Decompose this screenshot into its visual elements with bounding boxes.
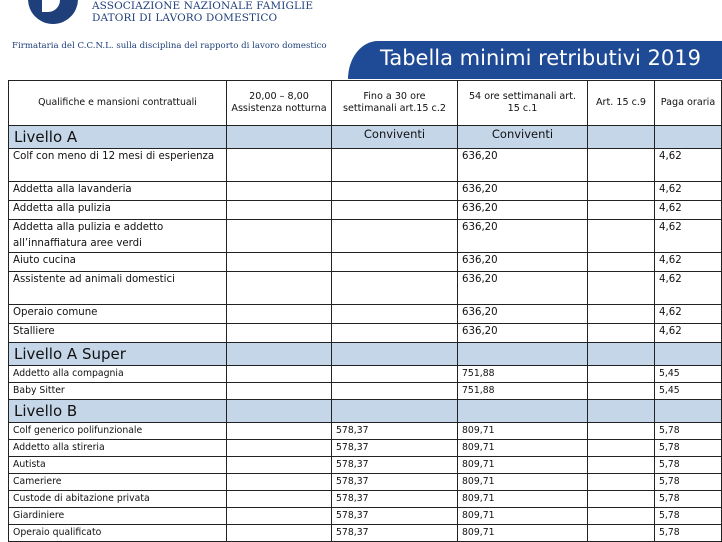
- cell-art15-c9: [588, 508, 655, 525]
- cell-30-ore: [332, 253, 458, 272]
- level-subheader-cell: [332, 400, 458, 423]
- cell-30-ore: 578,37: [332, 508, 458, 525]
- association-logo-icon: [28, 0, 78, 24]
- cell-30-ore: 578,37: [332, 474, 458, 491]
- cell-30-ore: [332, 305, 458, 324]
- cell-paga-oraria: 5,45: [655, 383, 722, 400]
- table-row: [9, 220, 722, 253]
- level-subheader-cell: [458, 400, 588, 423]
- cell-30-ore: [332, 324, 458, 343]
- cell-paga-oraria: 5,78: [655, 474, 722, 491]
- col-header-54-ore: 54 ore settimanali art. 15 c.1: [458, 81, 588, 126]
- cell-mansione: Addetto alla compagnia: [9, 366, 227, 383]
- level-row: [9, 343, 722, 366]
- cell-mansione: Addetto alla stireria: [9, 440, 227, 457]
- cell-54-ore: 636,20: [458, 149, 588, 182]
- cell-30-ore: [332, 201, 458, 220]
- page-title: Tabella minimi retributivi 2019: [380, 46, 701, 70]
- cell-mansione: Colf con meno di 12 mesi di esperienza: [9, 149, 227, 182]
- cell-54-ore: 809,71: [458, 508, 588, 525]
- cell-notturna: [227, 272, 332, 305]
- cell-notturna: [227, 508, 332, 525]
- table-row: [9, 440, 722, 457]
- level-subheader-cell: [227, 400, 332, 423]
- cell-notturna: [227, 220, 332, 253]
- level-subheader-cell: Conviventi: [332, 126, 458, 149]
- cell-paga-oraria: 5,78: [655, 440, 722, 457]
- cell-30-ore: [332, 220, 458, 253]
- cell-paga-oraria: 4,62: [655, 220, 722, 253]
- cell-paga-oraria: 4,62: [655, 201, 722, 220]
- cell-mansione: Assistente ad animali domestici: [9, 272, 227, 305]
- level-subheader-cell: [588, 400, 655, 423]
- cell-54-ore: 636,20: [458, 324, 588, 343]
- cell-54-ore: 636,20: [458, 253, 588, 272]
- level-subheader-cell: [655, 126, 722, 149]
- level-subheader-cell: [655, 400, 722, 423]
- table-row: [9, 508, 722, 525]
- table-row: [9, 491, 722, 508]
- cell-paga-oraria: 5,78: [655, 491, 722, 508]
- cell-54-ore: 636,20: [458, 201, 588, 220]
- cell-paga-oraria: 4,62: [655, 182, 722, 201]
- cell-30-ore: [332, 182, 458, 201]
- cell-mansione: Autista: [9, 457, 227, 474]
- title-banner: [348, 41, 722, 79]
- table-row: [9, 474, 722, 491]
- cell-art15-c9: [588, 474, 655, 491]
- col-header-qualifiche: Qualifiche e mansioni contrattuali: [9, 81, 227, 126]
- cell-54-ore: 636,20: [458, 305, 588, 324]
- cell-mansione: Custode di abitazione privata: [9, 491, 227, 508]
- table-row: [9, 525, 722, 542]
- cell-30-ore: 578,37: [332, 423, 458, 440]
- level-title: Livello B: [9, 400, 227, 423]
- cell-notturna: [227, 525, 332, 542]
- org-name-line-2: DATORI DI LAVORO DOMESTICO: [92, 12, 278, 24]
- cell-mansione: Operaio qualificato: [9, 525, 227, 542]
- cell-54-ore: 636,20: [458, 220, 588, 253]
- cell-art15-c9: [588, 149, 655, 182]
- cell-art15-c9: [588, 253, 655, 272]
- cell-mansione: Baby Sitter: [9, 383, 227, 400]
- cell-art15-c9: [588, 272, 655, 305]
- cell-paga-oraria: 5,78: [655, 457, 722, 474]
- cell-paga-oraria: 5,78: [655, 423, 722, 440]
- col-header-notturna: 20,00 – 8,00 Assistenza notturna: [227, 81, 332, 126]
- cell-30-ore: [332, 366, 458, 383]
- table-row: [9, 305, 722, 324]
- cell-30-ore: [332, 383, 458, 400]
- cell-art15-c9: [588, 324, 655, 343]
- cell-notturna: [227, 149, 332, 182]
- cell-54-ore: 809,71: [458, 474, 588, 491]
- level-subheader-cell: [588, 343, 655, 366]
- level-title: Livello A Super: [9, 343, 227, 366]
- level-subheader-cell: Conviventi: [458, 126, 588, 149]
- table-row: [9, 149, 722, 182]
- cell-notturna: [227, 474, 332, 491]
- cell-54-ore: 636,20: [458, 272, 588, 305]
- table-header-row: [9, 81, 722, 126]
- cell-paga-oraria: 5,78: [655, 525, 722, 542]
- cell-notturna: [227, 201, 332, 220]
- cell-54-ore: 751,88: [458, 383, 588, 400]
- level-title: Livello A: [9, 126, 227, 149]
- cell-art15-c9: [588, 423, 655, 440]
- level-subheader-cell: [588, 126, 655, 149]
- cell-art15-c9: [588, 457, 655, 474]
- cell-art15-c9: [588, 201, 655, 220]
- cell-paga-oraria: 5,45: [655, 366, 722, 383]
- cell-30-ore: 578,37: [332, 457, 458, 474]
- table-row: [9, 253, 722, 272]
- cell-paga-oraria: 4,62: [655, 305, 722, 324]
- cell-30-ore: [332, 272, 458, 305]
- cell-54-ore: 809,71: [458, 491, 588, 508]
- cell-54-ore: 809,71: [458, 525, 588, 542]
- cell-notturna: [227, 383, 332, 400]
- table-row: [9, 201, 722, 220]
- level-subheader-cell: [458, 343, 588, 366]
- level-subheader-cell: [332, 343, 458, 366]
- level-subheader-cell: [655, 343, 722, 366]
- table-row: [9, 182, 722, 201]
- cell-mansione: Operaio comune: [9, 305, 227, 324]
- cell-paga-oraria: 4,62: [655, 149, 722, 182]
- cell-mansione: Addetta alla pulizia e addetto all’innaffiatura aree verdi: [9, 220, 227, 253]
- col-header-paga-oraria: Paga oraria: [655, 81, 722, 126]
- cell-mansione: Cameriere: [9, 474, 227, 491]
- cell-notturna: [227, 440, 332, 457]
- cell-54-ore: 809,71: [458, 423, 588, 440]
- cell-notturna: [227, 253, 332, 272]
- cell-30-ore: [332, 149, 458, 182]
- cell-54-ore: 809,71: [458, 457, 588, 474]
- cell-notturna: [227, 366, 332, 383]
- cell-mansione: Addetta alla pulizia: [9, 201, 227, 220]
- cell-notturna: [227, 305, 332, 324]
- cell-paga-oraria: 4,62: [655, 272, 722, 305]
- cell-mansione: Addetta alla lavanderia: [9, 182, 227, 201]
- cell-notturna: [227, 457, 332, 474]
- cell-notturna: [227, 182, 332, 201]
- level-row: [9, 400, 722, 423]
- level-row: [9, 126, 722, 149]
- cell-paga-oraria: 4,62: [655, 324, 722, 343]
- cell-art15-c9: [588, 440, 655, 457]
- cell-mansione: Aiuto cucina: [9, 253, 227, 272]
- col-header-30-ore: Fino a 30 ore settimanali art.15 c.2: [332, 81, 458, 126]
- wage-table: [8, 80, 722, 542]
- table-row: [9, 423, 722, 440]
- cell-54-ore: 809,71: [458, 440, 588, 457]
- cell-art15-c9: [588, 383, 655, 400]
- table-row: [9, 366, 722, 383]
- cell-mansione: Stalliere: [9, 324, 227, 343]
- cell-30-ore: 578,37: [332, 491, 458, 508]
- organization-name: [92, 0, 313, 24]
- cell-art15-c9: [588, 491, 655, 508]
- table-row: [9, 457, 722, 474]
- cell-art15-c9: [588, 182, 655, 201]
- org-name-line-1: ASSOCIAZIONE NAZIONALE FAMIGLIE: [92, 0, 314, 12]
- signatory-subtitle: Firmataria del C.C.N.L. sulla disciplina del rapporto di lavoro domestico: [12, 41, 327, 51]
- cell-art15-c9: [588, 305, 655, 324]
- table-row: [9, 383, 722, 400]
- level-subheader-cell: [227, 343, 332, 366]
- cell-mansione: Colf generico polifunzionale: [9, 423, 227, 440]
- cell-art15-c9: [588, 366, 655, 383]
- level-subheader-cell: [227, 126, 332, 149]
- table-row: [9, 272, 722, 305]
- cell-art15-c9: [588, 525, 655, 542]
- cell-54-ore: 636,20: [458, 182, 588, 201]
- cell-paga-oraria: 5,78: [655, 508, 722, 525]
- cell-mansione: Giardiniere: [9, 508, 227, 525]
- col-header-art15-c9: Art. 15 c.9: [588, 81, 655, 126]
- cell-notturna: [227, 423, 332, 440]
- cell-54-ore: 751,88: [458, 366, 588, 383]
- cell-notturna: [227, 324, 332, 343]
- cell-notturna: [227, 491, 332, 508]
- cell-art15-c9: [588, 220, 655, 253]
- table-row: [9, 324, 722, 343]
- cell-30-ore: 578,37: [332, 440, 458, 457]
- cell-30-ore: 578,37: [332, 525, 458, 542]
- cell-paga-oraria: 4,62: [655, 253, 722, 272]
